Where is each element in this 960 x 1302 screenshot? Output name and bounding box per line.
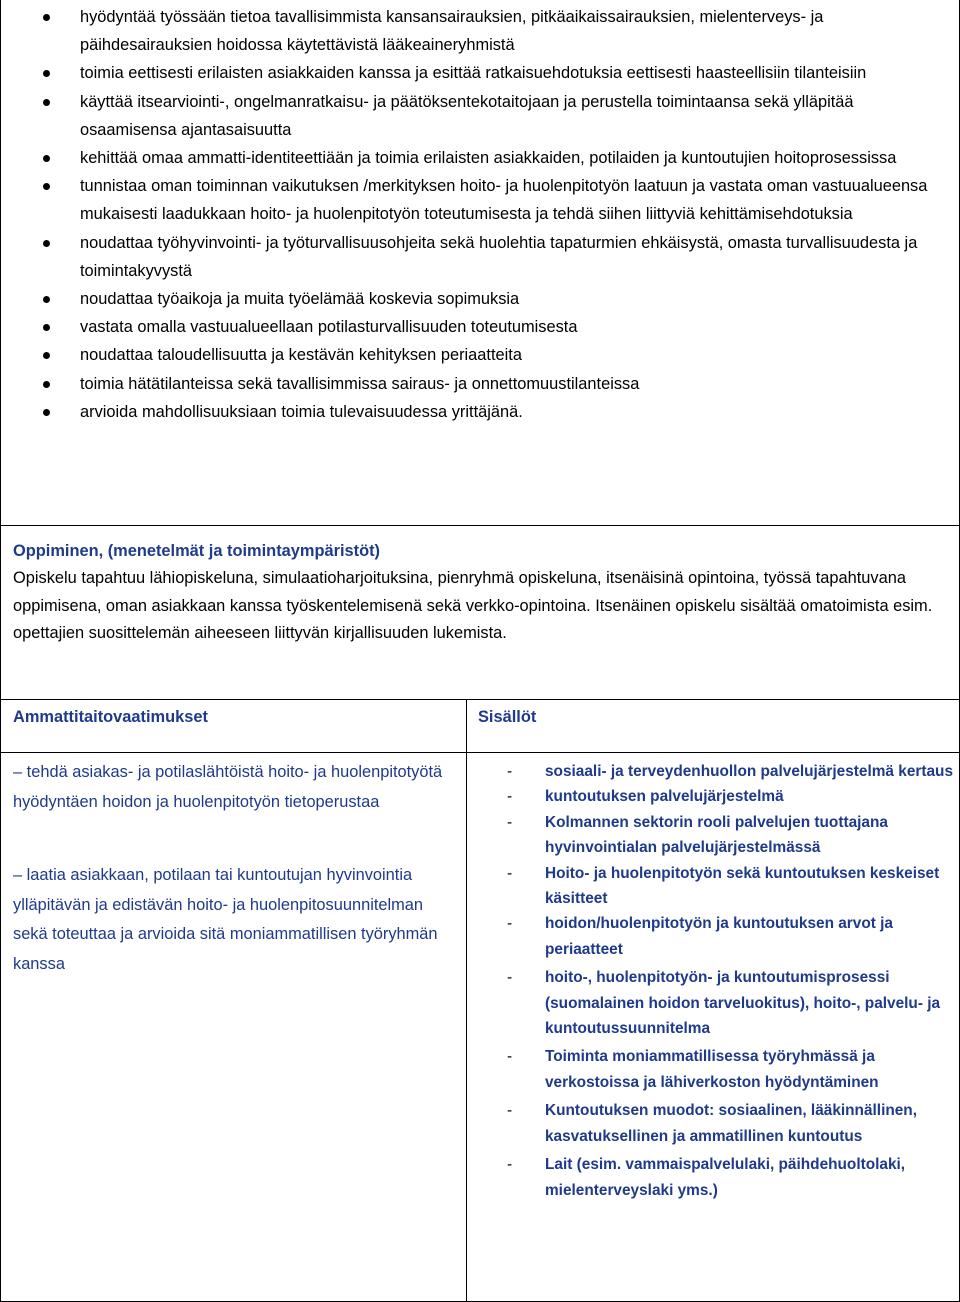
content-item-text: Toiminta moniammatillisessa työryhmässä ja verkostoissa ja lähiverkoston hyödyntäminen [545,1048,879,1091]
content-item [505,759,957,784]
dash-marker: - [507,915,513,933]
content-item [505,1044,957,1095]
learning-title: Oppiminen, (menetelmät ja toimintaympäristöt) [13,542,381,560]
list-item-text: käyttää itsearviointi-, ongelmanratkaisu- ja päätöksentekotaitojaan ja perustella toimintaansa sekä ylläpitää osaamisensa ajantasaisuutta [80,92,854,139]
list-item [0,398,950,426]
content-item [505,810,957,861]
list-item [0,313,950,341]
table-column-divider [466,699,467,1302]
list-item-text: noudattaa työhyvinvointi- ja työturvallisuusohjeita sekä huolehtia tapaturmien ehkäisystä, omasta turvallisuudesta ja toimintakyvystä [80,233,918,280]
bullet-icon [43,14,50,21]
list-item-text: toimia hätätilanteissa sekä tavallisimmissa sairaus- ja onnettomuustilanteissa [80,374,640,393]
list-item [0,88,950,144]
dash-marker: - [507,788,513,806]
competence-bullet-list [0,3,950,426]
bullet-icon [43,352,50,359]
content-item [505,861,957,912]
content-item-text: hoito-, huolenpitotyön- ja kuntoutumisprosessi (suomalainen hoidon tarveluokitus), hoito-, palvelu- ja kuntoutussuunnitelma [545,969,941,1038]
content-item [505,965,957,1041]
list-item [0,3,950,59]
contents-header: Sisällöt [478,708,537,726]
bullet-icon [43,70,50,77]
bullet-icon [43,324,50,331]
dash-marker: - [507,813,513,831]
bullet-icon [43,240,50,247]
dash-marker: - [507,1048,513,1066]
content-item [505,911,957,962]
list-item-text: toimia eettisesti erilaisten asiakkaiden kanssa ja esittää ratkaisuehdotuksia eettisesti haasteellisiin tilanteisiin [80,64,867,83]
content-item-text: Kuntoutuksen muodot: sosiaalinen, lääkinnällinen, kasvatuksellinen ja ammatillinen kuntoutus [545,1102,917,1145]
requirements-header: Ammattitaitovaatimukset [13,708,208,726]
list-item-text: vastata omalla vastuualueellaan potilasturvallisuuden toteutumisesta [80,318,578,337]
content-item-text: sosiaali- ja terveydenhuollon palvelujärjestelmä kertaus [545,763,954,780]
list-item [0,59,950,87]
list-item-text: arvioida mahdollisuuksiaan toimia tulevaisuudessa yrittäjänä. [80,402,523,421]
dash-marker: - [507,864,513,882]
list-item [0,172,950,228]
requirement-item: – tehdä asiakas- ja potilaslähtöistä hoito- ja huolenpitotyötä hyödyntäen hoidon ja huolenpitotyön tietoperustaa [13,763,443,811]
list-item-text: tunnistaa oman toiminnan vaikutuksen /merkityksen hoito- ja huolenpitotyön laatuun ja vastata oman vastuualueensa mukaisesti laadukkaan hoito- ja huolenpitotyön toteutumisesta ja tehdä siihen liittyviä kehittämisehdotuksia [80,177,928,224]
table-header-divider [0,752,960,753]
content-item [505,1152,957,1203]
learning-section [13,538,948,648]
list-item-text: hyödyntää työssään tietoa tavallisimmista kansansairauksien, pitkäaikaissairauksien, mielenterveys- ja päihdesairauksien hoidossa käytettävistä lääkeaineryhmistä [80,8,824,55]
bullet-icon [43,99,50,106]
content-item-text: hoidon/huolenpitotyön ja kuntoutuksen arvot ja periaatteet [545,915,893,958]
content-item-text: Hoito- ja huolenpitotyön sekä kuntoutuksen keskeiset käsitteet [545,864,940,908]
content-item-text: Kolmannen sektorin rooli palvelujen tuottajana hyvinvointialan palvelujärjestelmässä [545,813,888,857]
bullet-icon [43,183,50,190]
content-item [505,784,957,809]
requirement-item: – laatia asiakkaan, potilaan tai kuntoutujan hyvinvointia ylläpitävän ja edistävän hoito- ja huolenpitosuunnitelman sekä toteuttaa ja arvioida sitä moniammatillisen työryhmän kanssa [13,866,438,973]
bullet-icon [43,155,50,162]
list-item [0,229,950,285]
dash-marker: - [507,1102,513,1120]
list-item [0,370,950,398]
list-item [0,285,950,313]
list-item [0,341,950,369]
content-item-text: kuntoutuksen palvelujärjestelmä [545,788,784,806]
content-item-text: Lait (esim. vammaispalvelulaki, päihdehuoltolaki, mielenterveyslaki yms.) [545,1156,906,1199]
dash-marker: - [507,969,513,987]
bullet-icon [43,296,50,303]
learning-text: Opiskelu tapahtuu lähiopiskeluna, simulaatioharjoituksina, pienryhmä opiskeluna, itsenäisinä opintoina, työssä tapahtuvana oppimisena, oman asiakkaan kanssa työskentelemisenä sekä verkko-opintoina. Itsenäinen opiskelu sisältää omatoimista esim. opettajien suosittelemän aiheeseen liittyvän kirjallisuuden lukemista. [13,569,933,643]
dash-marker: - [507,763,513,780]
list-item-text: kehittää omaa ammatti-identiteettiään ja toimia erilaisten asiakkaiden, potilaiden ja kuntoutujien hoitoprosessissa [80,149,897,168]
bullet-icon [43,381,50,388]
dash-marker: - [507,1156,513,1174]
contents-list [505,759,957,1203]
list-item-text: noudattaa taloudellisuutta ja kestävän kehityksen periaatteita [80,346,522,365]
content-item [505,1098,957,1149]
list-item [0,144,950,172]
list-item-text: noudattaa työaikoja ja muita työelämää koskevia sopimuksia [80,290,520,309]
bullet-icon [43,409,50,416]
